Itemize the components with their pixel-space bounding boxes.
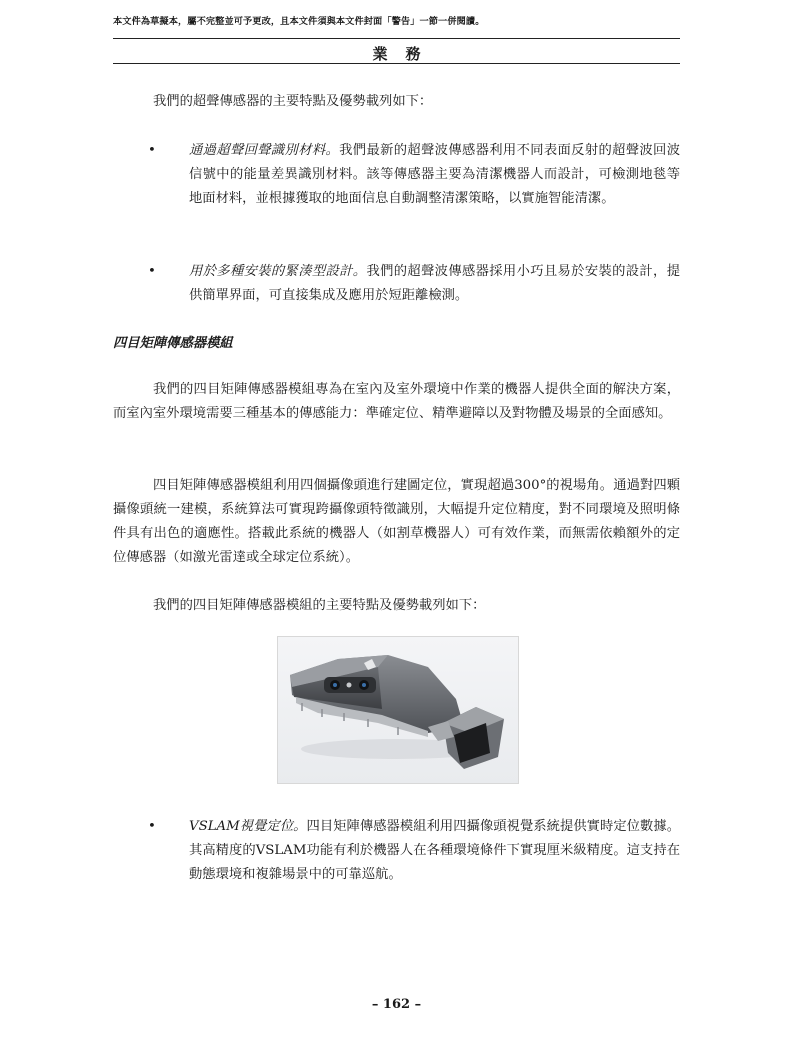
bullet-text: 我們最新的超聲波傳感器利用不同表面反射的超聲波回波信號中的能量差異識別材料。該等傳感器主要為清潔機器人而設計，可檢測地毯等地面材料，並根據獲取的地面信息自動調整清潔策略，以實施智能清潔。 <box>189 143 681 206</box>
bullet-item <box>113 260 680 308</box>
intro-paragraph: 我們的超聲傳感器的主要特點及優勢載列如下： <box>153 94 433 109</box>
bullet-text: 四目矩陣傳感器模組利用四攝像頭視覺系統提供實時定位數據。其高精度的VSLAM功能有利於機器人在各種環境條件下實現厘米級精度。這支持在動態環境和複雜場景中的可靠巡航。 <box>189 819 681 882</box>
bullet-item <box>113 815 680 887</box>
bullet-dot: • <box>148 819 156 834</box>
section-title: 業務 <box>372 45 439 63</box>
matrix-detail-paragraph: 四目矩陣傳感器模組利用四個攝像頭進行建圖定位，實現超過300°的視場角。通過對四顆攝像頭統一建模，系統算法可實現跨攝像頭特徵識別，大幅提升定位精度，對不同環境及照明條件具有出色的適應性。搭載此系統的機器人（如割草機器人）可有效作業，而無需依賴額外的定位傳感器（如激光雷達或全球定位系統）。 <box>113 478 680 565</box>
bullet-lead: 用於多種安裝的緊湊型設計。 <box>189 264 367 279</box>
subheading-matrix-module: 四目矩陣傳感器模組 <box>113 336 233 351</box>
sensor-module-illustration <box>278 637 518 783</box>
header-rule-bottom <box>113 63 680 64</box>
bullet-item <box>113 139 680 211</box>
bullet-text: 我們的超聲波傳感器採用小巧且易於安裝的設計，提供簡單界面，可直接集成及應用於短距離檢測。 <box>189 264 681 303</box>
bullet-lead: 通過超聲回聲識別材料。 <box>189 143 340 158</box>
bullet-dot: • <box>148 264 156 279</box>
matrix-features-intro: 我們的四目矩陣傳感器模組的主要特點及優勢載列如下： <box>153 598 486 613</box>
bullet-lead: VSLAM視覺定位。 <box>189 819 307 834</box>
matrix-intro-paragraph: 我們的四目矩陣傳感器模組專為在室內及室外環境中作業的機器人提供全面的解決方案，而室內室外環境需要三種基本的傳感能力：準確定位、精準避障以及對物體及場景的全面感知。 <box>113 382 680 421</box>
sensor-module-photo <box>277 636 519 784</box>
bullet-dot: • <box>148 143 156 158</box>
header-rule-top <box>113 38 680 39</box>
page-number: – 162 – <box>371 997 422 1012</box>
draft-warning: 本文件為草擬本，屬不完整並可予更改，且本文件須與本文件封面「警告」一節一併閱讀。 <box>113 16 485 27</box>
